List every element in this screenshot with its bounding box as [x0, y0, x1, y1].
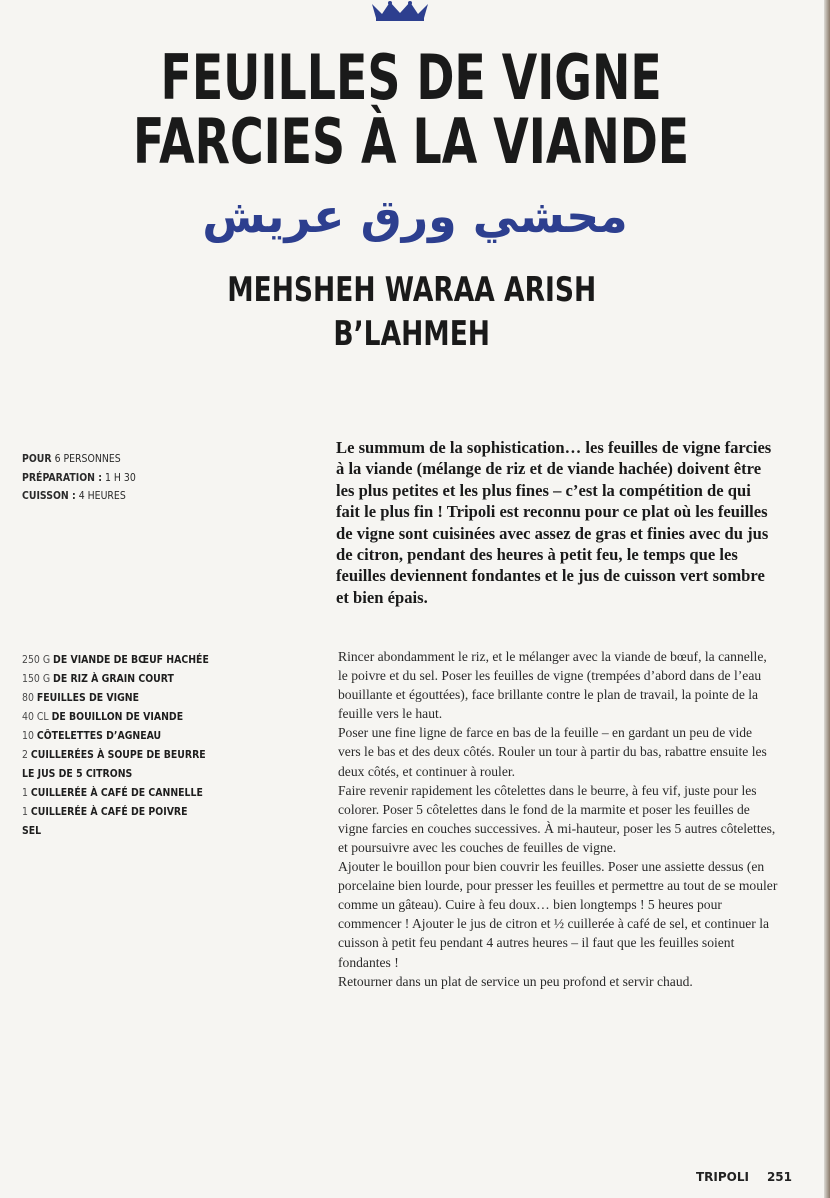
method-step: Ajouter le bouillon pour bien couvrir les feuilles. Poser une assiette dessus (en porcelaine bien lourde, pour presser les feuilles et permettre au tout de se mouler comme un gâteau). Cuire à feu doux… bien longtemps ! 5 heures pour commencer ! Ajouter le jus de citron et ½ cuillerée à café de sel, et continuer la cuisson à petit feu pendant 4 autres heures – il faut que les feuilles soient fondantes ! — [338, 859, 778, 970]
crown-icon — [368, 0, 432, 22]
recipe-title — [104, 41, 718, 178]
method-step: Poser une fine ligne de farce en bas de la feuille – en gardant un peu de vide vers le bas et des deux côtés. Rouler un tour à partir du bas, rabattre ensuite les deux côtés, et continuer à rouler. — [338, 725, 767, 779]
ingredient-qty: 1 — [22, 805, 28, 818]
ingredient-name: LE JUS DE 5 CITRONS — [22, 767, 133, 780]
servings-value: 6 PERSONNES — [54, 452, 121, 465]
page-number: 251 — [766, 1170, 792, 1184]
prep-row — [22, 469, 260, 488]
method-step: Rincer abondamment le riz, et le mélanger avec la viande de bœuf, la cannelle, le poivre et du sel. Poser les feuilles de vigne (trempées d’abord dans de l’eau bouillante et égouttées), face brillante contre le plan de travail, la pointe de la feuille vers le haut. — [338, 649, 767, 722]
translit-line-2: B’LAHMEH — [333, 314, 491, 354]
ingredient-name: CUILLERÉE À CAFÉ DE POIVRE — [30, 805, 188, 818]
ingredient-item — [22, 802, 277, 821]
prep-label: PRÉPARATION : — [22, 470, 103, 484]
ingredient-item — [22, 821, 277, 840]
cook-label: CUISSON : — [22, 489, 76, 502]
translit-line-1: MEHSHEH WARAA ARISH — [227, 270, 597, 310]
ingredient-qty: 10 — [22, 729, 34, 742]
footer-section: TRIPOLI — [695, 1170, 749, 1184]
ingredient-item — [22, 745, 277, 764]
ingredient-item — [22, 669, 277, 688]
cook-row — [22, 487, 260, 506]
ingredient-name: SEL — [22, 824, 42, 837]
recipe-meta — [22, 450, 302, 506]
intro-paragraph: Le summum de la sophistication… les feuilles de vigne farcies à la viande (mélange de riz et de viande hachée) doivent être les plus petites et les plus fines – c’est la compétition de qui fait le plus fin ! Tripoli est reconnu pour ce plat où les feuilles de vigne sont cuisinées avec assez de gras et finies avec du jus de citron, pendant des heures à petit feu, le temps que les feuilles deviennent fondantes et le jus de cuisson vert sombre et bien épais. — [336, 438, 772, 607]
prep-value: 1 H 30 — [104, 470, 136, 484]
ingredient-qty: 80 — [22, 691, 34, 704]
servings-row — [22, 450, 260, 469]
title-line-2: FARCIES À LA VIANDE — [133, 105, 690, 178]
ingredient-name: DE VIANDE DE BŒUF HACHÉE — [53, 653, 209, 666]
transliterated-title — [88, 268, 735, 356]
servings-label: POUR — [22, 452, 52, 465]
page-footer — [696, 1170, 792, 1184]
ingredient-name: DE BOUILLON DE VIANDE — [51, 710, 184, 723]
ingredient-name: CUILLERÉE À CAFÉ DE CANNELLE — [30, 786, 203, 799]
title-line-1: FEUILLES DE VIGNE — [160, 41, 662, 114]
ingredient-name: CUILLERÉES À SOUPE DE BEURRE — [30, 748, 206, 761]
ingredient-item — [22, 783, 277, 802]
ingredient-item — [22, 707, 277, 726]
ingredient-qty: 40 CL — [22, 710, 49, 723]
ingredient-qty: 1 — [22, 786, 28, 799]
ingredient-qty: 250 G — [22, 653, 51, 666]
ingredient-item — [22, 650, 277, 669]
ingredient-qty: 150 G — [22, 672, 51, 685]
page-edge-shadow — [824, 0, 830, 1198]
ingredient-item — [22, 726, 277, 745]
arabic-title: محشي ورق عريش — [202, 189, 628, 243]
method-text — [338, 647, 778, 991]
method-step: Retourner dans un plat de service un peu profond et servir chaud. — [338, 973, 693, 989]
method-step: Faire revenir rapidement les côtelettes dans le beurre, à feu vif, juste pour les colorer. Poser 5 côtelettes dans le fond de la marmite et poser les feuilles de vigne farcies en couches successives. À mi-hauteur, poser les 5 autres côtelettes, et poursuivre avec les couches de feuilles de vigne. — [338, 782, 776, 855]
ingredient-name: CÔTELETTES D’AGNEAU — [36, 729, 162, 742]
ingredient-item — [22, 688, 277, 707]
ingredient-name: FEUILLES DE VIGNE — [36, 691, 140, 704]
ingredient-item — [22, 764, 277, 783]
cook-value: 4 HEURES — [78, 489, 126, 502]
ingredient-list — [22, 650, 322, 840]
ingredient-qty: 2 — [22, 748, 28, 761]
ingredient-name: DE RIZ À GRAIN COURT — [53, 672, 174, 685]
